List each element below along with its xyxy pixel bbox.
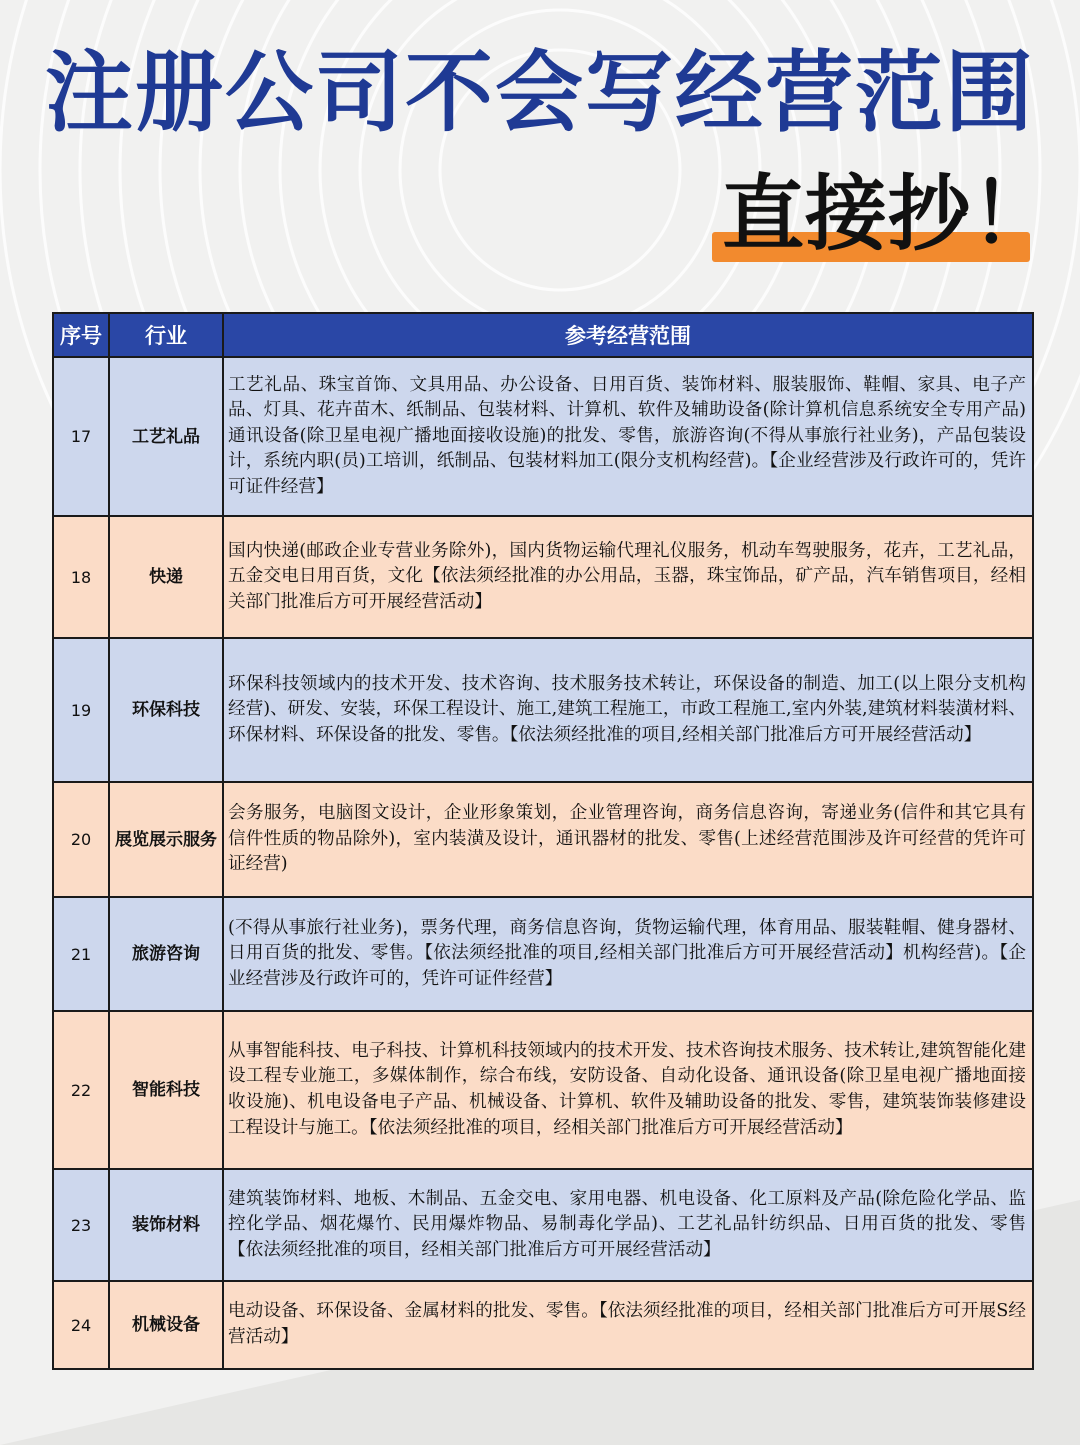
row-scope: 环保科技领域内的技术开发、技术咨询、技术服务技术转让，环保设备的制造、加工(以上限分支机构经营)、研发、安装，环保工程设计、施工,建筑工程施工，市政工程施工,室内外装,建筑材料装潢材料、环保材料、环保设备的批发、零售。【依法须经批准的项目,经相关部门批准后方可开展经营活动】 — [223, 638, 1033, 782]
table-row — [53, 1169, 1033, 1281]
row-number: 20 — [53, 782, 109, 897]
row-industry: 旅游咨询 — [109, 897, 223, 1011]
row-number: 18 — [53, 516, 109, 638]
table-row — [53, 897, 1033, 1011]
table-header-row — [53, 313, 1033, 357]
row-scope: 工艺礼品、珠宝首饰、文具用品、办公设备、日用百货、装饰材料、服装服饰、鞋帽、家具、电子产品、灯具、花卉苗木、纸制品、包装材料、计算机、软件及辅助设备(除计算机信息系统安全专用产品)通讯设备(除卫星电视广播地面接收设施)的批发、零售，旅游咨询(不得从事旅行社业务)，产品包装设计，系统内职(员)工培训，纸制品、包装材料加工(限分支机构经营)。【企业经营涉及行政许可的，凭许可证件经营】 — [223, 357, 1033, 516]
row-number: 22 — [53, 1011, 109, 1169]
row-industry: 智能科技 — [109, 1011, 223, 1169]
table-row — [53, 1011, 1033, 1169]
row-industry: 机械设备 — [109, 1281, 223, 1369]
table-row — [53, 638, 1033, 782]
table-row — [53, 1281, 1033, 1369]
subtitle-block — [712, 166, 1055, 268]
row-number: 19 — [53, 638, 109, 782]
row-number: 23 — [53, 1169, 109, 1281]
table-row — [53, 782, 1033, 897]
row-industry: 环保科技 — [109, 638, 223, 782]
column-header-industry: 行业 — [109, 313, 223, 357]
column-header-number: 序号 — [53, 313, 109, 357]
row-number: 24 — [53, 1281, 109, 1369]
row-scope: 会务服务，电脑图文设计，企业形象策划，企业管理咨询，商务信息咨询，寄递业务(信件和其它具有信件性质的物品除外)，室内装潢及设计，通讯器材的批发、零售(上述经营范围涉及许可经营的凭许可证经营) — [223, 782, 1033, 897]
row-scope: 从事智能科技、电子科技、计算机科技领域内的技术开发、技术咨询技术服务、技术转让,建筑智能化建设工程专业施工，多媒体制作，综合布线，安防设备、自动化设备、通讯设备(除卫星电视广播地面接收设施)、机电设备电子产品、机械设备、计算机、软件及辅助设备的批发、零售，建筑装饰装修建设工程设计与施工。【依法须经批准的项目，经相关部门批准后方可开展经营活动】 — [223, 1011, 1033, 1169]
row-number: 17 — [53, 357, 109, 516]
row-scope: (不得从事旅行社业务)，票务代理，商务信息咨询，货物运输代理，体育用品、服装鞋帽、健身器材、日用百货的批发、零售。【依法须经批准的项目,经相关部门批准后方可开展经营活动】机构经营)。【企业经营涉及行政许可的，凭许可证件经营】 — [223, 897, 1033, 1011]
table-row — [53, 357, 1033, 516]
row-industry: 装饰材料 — [109, 1169, 223, 1281]
row-industry: 工艺礼品 — [109, 357, 223, 516]
row-number: 21 — [53, 897, 109, 1011]
business-scope-table — [52, 312, 1034, 1370]
row-scope: 电动设备、环保设备、金属材料的批发、零售。【依法须经批准的项目，经相关部门批准后方可开展S经营活动】 — [223, 1281, 1033, 1369]
page-title: 注册公司不会写经营范围 — [44, 41, 1035, 144]
row-scope: 国内快递(邮政企业专营业务除外)，国内货物运输代理礼仪服务，机动车驾驶服务，花卉，工艺礼品，五金交电日用百货，文化【依法须经批准的办公用品，玉器，珠宝饰品，矿产品，汽车销售项目，经相关部门批准后方可开展经营活动】 — [223, 516, 1033, 638]
subtitle: 直接抄！ — [722, 166, 1055, 262]
table-row — [53, 516, 1033, 638]
row-industry: 快递 — [109, 516, 223, 638]
row-scope: 建筑装饰材料、地板、木制品、五金交电、家用电器、机电设备、化工原料及产品(除危险化学品、监控化学品、烟花爆竹、民用爆炸物品、易制毒化学品)、工艺礼品针纺织品、日用百货的批发、零售【依法须经批准的项目，经相关部门批准后方可开展经营活动】 — [223, 1169, 1033, 1281]
column-header-scope: 参考经营范围 — [223, 313, 1033, 357]
row-industry: 展览展示服务 — [109, 782, 223, 897]
